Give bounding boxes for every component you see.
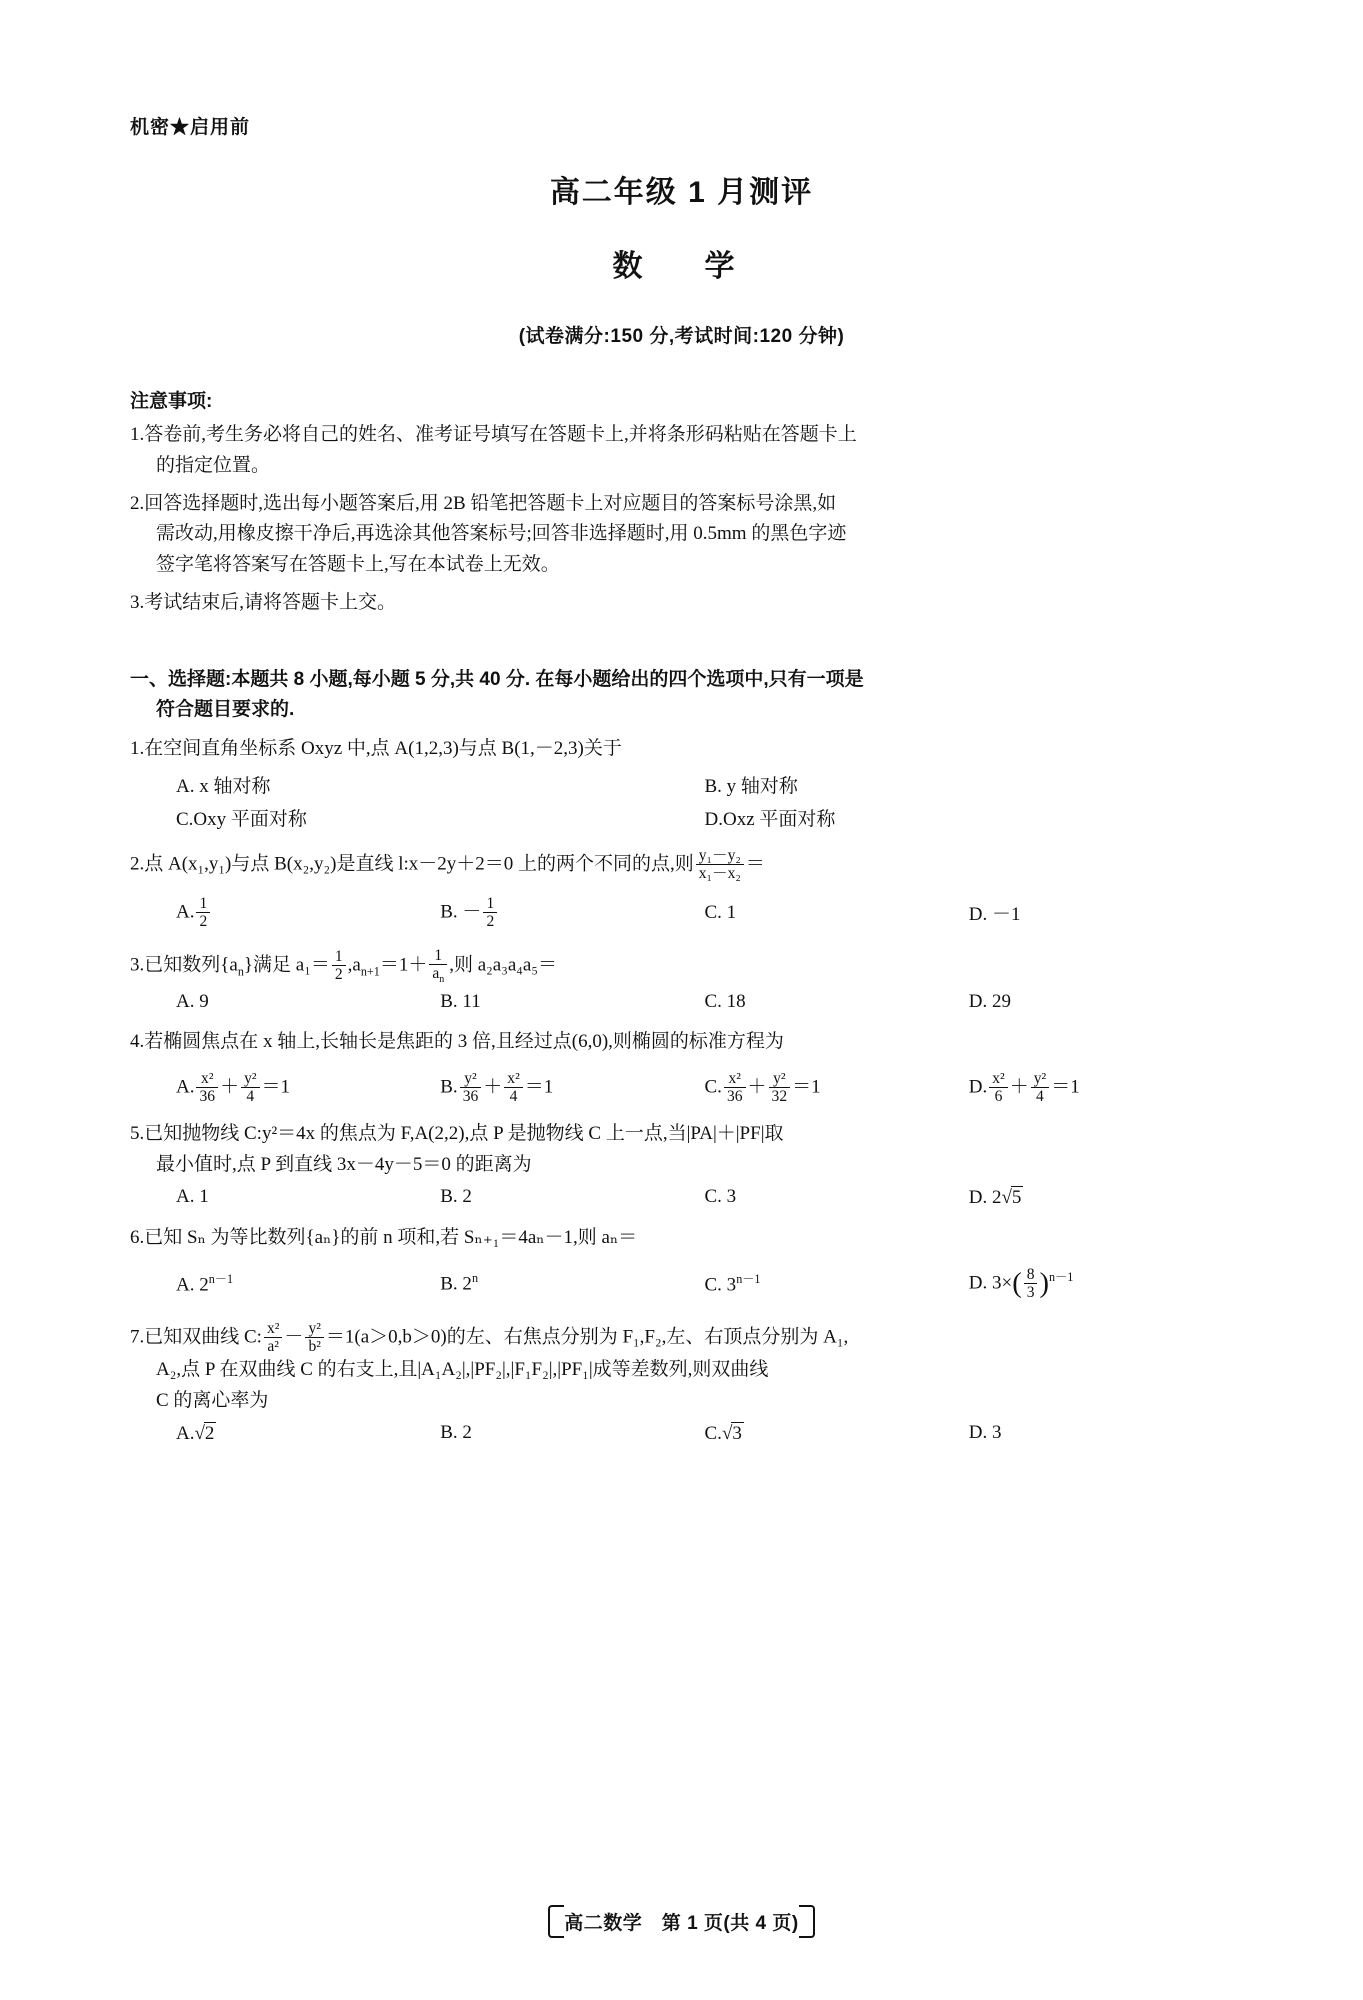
question-3-stem-5: ,则 a₂a₃a₄a₅＝ xyxy=(449,954,557,976)
question-4-option-a-frac2-den: 4 xyxy=(246,1088,255,1106)
question-7-fraction-1 xyxy=(264,1320,282,1356)
question-5-stem-line-1: 5.已知抛物线 C:y²＝4x 的焦点为 F,A(2,2),点 P 是抛物线 C 上一点,当|PA|＋|PF|取 xyxy=(130,1123,784,1145)
page-footer xyxy=(0,1905,1363,1938)
question-4-option-c-frac2-den: 32 xyxy=(771,1088,788,1106)
question-1-option-b[interactable]: B. y 轴对称 xyxy=(704,775,798,797)
notice-item-2-line-1: 2.回答选择题时,选出每小题答案后,用 2B 铅笔把答题卡上对应题目的答案标号涂黑,如 xyxy=(130,492,837,514)
question-5-option-d-label: D. 2 xyxy=(968,1187,1002,1209)
question-2-fraction-denominator: x₁－x₂ xyxy=(698,865,741,883)
question-6-option-a-exp: n－1 xyxy=(208,1272,234,1287)
confidential-notice: 机密★启用前 xyxy=(130,117,251,138)
notice-item-3 xyxy=(130,588,1233,619)
question-3-option-d[interactable]: D. 29 xyxy=(968,991,1011,1013)
question-4-options xyxy=(130,1070,1233,1106)
question-7-fraction-1-num: x² xyxy=(264,1320,282,1338)
question-2-option-b-label: B. － xyxy=(440,900,482,922)
page-title: 高二年级 1 月测评 xyxy=(549,176,814,209)
question-3-sub-n1: n+1 xyxy=(360,964,380,979)
sqrt-icon: √ xyxy=(194,1423,205,1445)
question-2-option-a[interactable] xyxy=(176,895,440,931)
question-4-option-a-frac2 xyxy=(241,1070,259,1106)
question-4-option-d[interactable] xyxy=(969,1070,1233,1106)
question-3-fraction-2-den-text: a xyxy=(432,964,440,982)
question-1-option-d[interactable]: D.Oxz 平面对称 xyxy=(704,808,836,830)
question-4-option-c-label: C. xyxy=(704,1075,722,1097)
question-2 xyxy=(130,847,1233,883)
question-6-option-a-base: A. 2 xyxy=(176,1274,209,1296)
question-3-fraction-1-num: 1 xyxy=(332,948,346,966)
question-6-option-c-exp: n－1 xyxy=(736,1272,761,1287)
subject-title: 数 学 xyxy=(612,250,751,283)
question-5-option-d-radicand: 5 xyxy=(1011,1187,1022,1209)
question-4-option-b-frac2-den: 4 xyxy=(509,1088,518,1106)
question-4-option-b-frac1 xyxy=(460,1070,482,1106)
question-7-option-a[interactable] xyxy=(176,1422,440,1445)
question-6 xyxy=(130,1223,1233,1253)
question-7-option-c-radicand: 3 xyxy=(732,1423,742,1445)
question-1-options xyxy=(130,771,1233,798)
question-4-option-a-frac1-den: 36 xyxy=(199,1088,216,1106)
question-2-option-b-den: 2 xyxy=(486,913,495,931)
question-6-option-b[interactable] xyxy=(440,1271,704,1295)
question-7-option-c[interactable] xyxy=(705,1422,969,1445)
question-3-option-b[interactable]: B. 11 xyxy=(440,991,481,1013)
question-4-option-a-frac1-num: x² xyxy=(196,1070,218,1088)
question-4-option-d-frac2 xyxy=(1031,1070,1049,1106)
question-5-options xyxy=(130,1186,1233,1209)
question-6-option-b-exp: n xyxy=(471,1271,479,1286)
question-3-fraction-1-den: 2 xyxy=(334,966,343,984)
question-3-fraction-1 xyxy=(332,948,346,984)
question-4-option-d-post: ＝1 xyxy=(1051,1075,1080,1097)
notice-heading: 注意事项: xyxy=(130,391,213,412)
question-7-option-c-label: C. xyxy=(704,1423,722,1445)
notice-item-2 xyxy=(130,489,1233,581)
question-7-fraction-2 xyxy=(305,1320,323,1356)
question-2-option-b-num: 1 xyxy=(483,895,497,913)
paren-close-icon: ) xyxy=(1039,1267,1049,1299)
question-4-stem: 4.若椭圆焦点在 x 轴上,长轴长是焦距的 3 倍,且经过点(6,0),则椭圆的标准方程为 xyxy=(130,1031,784,1053)
question-3-fraction-2-den-sub: n xyxy=(439,974,445,986)
question-4-option-c-frac1-den: 36 xyxy=(726,1088,743,1106)
question-6-option-d-den: 3 xyxy=(1026,1284,1035,1302)
question-4-option-a-label: A. xyxy=(176,1075,195,1097)
question-3-fraction-2-num: 1 xyxy=(429,947,447,965)
question-7-stem-line-3: C 的离心率为 xyxy=(156,1389,269,1411)
question-2-option-b[interactable] xyxy=(440,895,704,931)
question-6-option-d-label: D. 3× xyxy=(968,1271,1013,1293)
question-3-stem-1: 3.已知数列{a xyxy=(130,954,238,976)
question-4-option-c-frac2-num: y² xyxy=(769,1070,791,1088)
question-4-option-b[interactable] xyxy=(440,1070,704,1106)
question-3 xyxy=(130,947,1233,986)
question-4-option-b-mid: ＋ xyxy=(483,1075,503,1097)
section-heading-line-1: 一、选择题:本题共 8 小题,每小题 5 分,共 40 分. 在每小题给出的四个选项中,只有一项是 xyxy=(130,668,864,690)
question-4-option-d-frac1-den: 6 xyxy=(994,1088,1003,1106)
question-7-fraction-2-den: b² xyxy=(308,1337,321,1355)
question-4-option-a-frac2-num: y² xyxy=(241,1070,259,1088)
question-2-stem-post: ＝ xyxy=(745,853,765,875)
sqrt-icon: √ xyxy=(1001,1187,1012,1209)
question-4-option-c-frac1 xyxy=(724,1070,746,1106)
question-1-option-c[interactable]: C.Oxy 平面对称 xyxy=(176,808,307,830)
question-2-stem: 2.点 A(x₁,y₁)与点 B(x₂,y₂)是直线 l:x－2y＋2＝0 上的两个不同的点,则 xyxy=(130,853,694,875)
question-2-fraction-numerator: y₁－y₂ xyxy=(696,847,744,865)
sqrt-icon: √ xyxy=(721,1423,733,1445)
question-1-option-a[interactable]: A. x 轴对称 xyxy=(176,775,271,797)
question-4-option-b-label: B. xyxy=(440,1075,458,1097)
question-6-option-c-base: C. 3 xyxy=(704,1274,737,1296)
question-4-option-a[interactable] xyxy=(176,1070,440,1106)
question-7-stem-1-post: ＝1(a＞0,b＞0)的左、右焦点分别为 F₁,F₂,左、右顶点分别为 A₁, xyxy=(325,1325,849,1347)
question-5-option-b[interactable]: B. 2 xyxy=(440,1186,472,1208)
notice-item-1 xyxy=(130,420,1233,482)
question-4-option-b-frac1-den: 36 xyxy=(462,1088,479,1106)
question-4-option-d-frac2-num: y² xyxy=(1031,1070,1049,1088)
question-4-option-b-frac1-num: y² xyxy=(460,1070,482,1088)
question-7-mid: － xyxy=(284,1325,304,1347)
question-4-option-c-frac2 xyxy=(769,1070,791,1106)
question-7-option-a-radicand: 2 xyxy=(204,1423,215,1445)
question-6-option-d-fraction xyxy=(1024,1266,1038,1302)
question-7-stem-1-pre: 7.已知双曲线 C: xyxy=(130,1325,262,1347)
question-2-options xyxy=(130,895,1233,931)
question-2-option-c[interactable]: C. 1 xyxy=(704,901,737,923)
question-2-option-d[interactable]: D. －1 xyxy=(968,904,1021,926)
section-heading-choice xyxy=(130,665,1233,726)
question-6-stem: 6.已知 Sₙ 为等比数列{aₙ}的前 n 项和,若 Sₙ₊₁＝4aₙ－1,则 aₙ＝ xyxy=(130,1227,638,1249)
question-3-options xyxy=(130,991,1233,1013)
question-4 xyxy=(130,1027,1233,1057)
question-4-option-c-frac1-num: x² xyxy=(724,1070,746,1088)
question-5-option-c[interactable]: C. 3 xyxy=(704,1186,737,1208)
question-7-option-d[interactable]: D. 3 xyxy=(968,1422,1002,1444)
question-4-option-d-mid: ＋ xyxy=(1009,1075,1029,1097)
question-4-option-d-frac2-den: 4 xyxy=(1036,1088,1044,1106)
question-3-stem-3: ,a xyxy=(347,954,361,976)
question-7-option-b[interactable]: B. 2 xyxy=(440,1422,472,1444)
question-4-option-d-frac1 xyxy=(989,1070,1007,1106)
notice-item-3-line-1: 3.考试结束后,请将答题卡上交。 xyxy=(130,591,397,613)
question-3-option-a[interactable]: A. 9 xyxy=(176,991,209,1013)
question-4-option-d-label: D. xyxy=(968,1075,988,1097)
paren-open-icon: ( xyxy=(1012,1267,1022,1299)
question-2-option-a-den: 2 xyxy=(199,913,208,931)
question-4-option-c-mid: ＋ xyxy=(747,1075,767,1097)
question-1-options-2 xyxy=(130,804,1233,831)
question-1-stem: 1.在空间直角坐标系 Oxyz 中,点 A(1,2,3)与点 B(1,－2,3)关于 xyxy=(130,738,622,760)
question-6-option-a[interactable] xyxy=(176,1270,440,1296)
question-2-option-a-fraction xyxy=(196,895,210,931)
question-5-option-d[interactable] xyxy=(969,1186,1233,1209)
question-4-option-d-frac1-num: x² xyxy=(989,1070,1007,1088)
question-6-option-c[interactable] xyxy=(705,1270,969,1296)
question-2-fraction xyxy=(696,847,744,883)
question-2-option-a-label: A. xyxy=(176,900,195,922)
question-5 xyxy=(130,1119,1233,1180)
question-4-option-b-frac2-num: x² xyxy=(504,1070,522,1088)
notice-item-1-line-2: 的指定位置。 xyxy=(156,454,271,476)
question-6-option-d-num: 8 xyxy=(1024,1266,1038,1284)
question-3-stem-2: }满足 a₁＝ xyxy=(243,954,330,976)
question-6-options xyxy=(130,1266,1233,1302)
question-7-stem-line-2: A₂,点 P 在双曲线 C 的右支上,且|A₁A₂|,|PF₂|,|F₁F₂|,|PF₁|成等差数列,则双曲线 xyxy=(156,1359,769,1381)
question-7-fraction-2-num: y² xyxy=(305,1320,323,1338)
question-4-option-c-post: ＝1 xyxy=(792,1075,821,1097)
footer-page-label: 高二数学 第 1 页(共 4 页) xyxy=(554,1905,808,1938)
question-3-stem-4: ＝1＋ xyxy=(379,954,428,976)
score-time-line: (试卷满分:150 分,考试时间:120 分钟) xyxy=(518,326,845,347)
question-4-option-b-post: ＝1 xyxy=(524,1075,554,1097)
question-3-fraction-2 xyxy=(429,947,447,986)
question-7 xyxy=(130,1320,1233,1417)
question-1 xyxy=(130,734,1233,764)
notice-item-1-line-1: 1.答卷前,考生务必将自己的姓名、准考证号填写在答题卡上,并将条形码粘贴在答题卡上 xyxy=(130,424,857,445)
question-4-option-a-frac1 xyxy=(196,1070,218,1106)
question-5-stem-line-2: 最小值时,点 P 到直线 3x－4y－5＝0 的距离为 xyxy=(156,1153,532,1175)
question-4-option-a-post: ＝1 xyxy=(261,1075,291,1097)
question-4-option-c[interactable] xyxy=(705,1070,969,1106)
question-6-option-b-base: B. 2 xyxy=(440,1273,472,1295)
notice-item-2-line-3: 签字笔将答案写在答题卡上,写在本试卷上无效。 xyxy=(156,554,560,576)
question-2-option-a-num: 1 xyxy=(196,895,210,913)
section-heading-line-2: 符合题目要求的. xyxy=(156,698,295,720)
question-4-option-b-frac2 xyxy=(504,1070,522,1106)
notice-item-2-line-2: 需改动,用橡皮擦干净后,再选涂其他答案标号;回答非选择题时,用 0.5mm 的黑色字迹 xyxy=(156,523,847,545)
question-6-option-d-exp: n－1 xyxy=(1048,1269,1074,1284)
question-4-option-a-mid: ＋ xyxy=(220,1075,240,1097)
question-7-options xyxy=(130,1422,1233,1445)
question-2-option-b-fraction xyxy=(483,895,497,931)
question-3-sub-n: n xyxy=(237,964,244,979)
question-3-option-c[interactable]: C. 18 xyxy=(704,991,746,1013)
question-5-option-a[interactable]: A. 1 xyxy=(176,1186,209,1208)
question-6-option-d[interactable] xyxy=(969,1266,1233,1302)
question-7-fraction-1-den: a² xyxy=(267,1337,279,1355)
question-3-fraction-2-den xyxy=(429,965,447,985)
question-7-option-a-label: A. xyxy=(176,1423,195,1445)
